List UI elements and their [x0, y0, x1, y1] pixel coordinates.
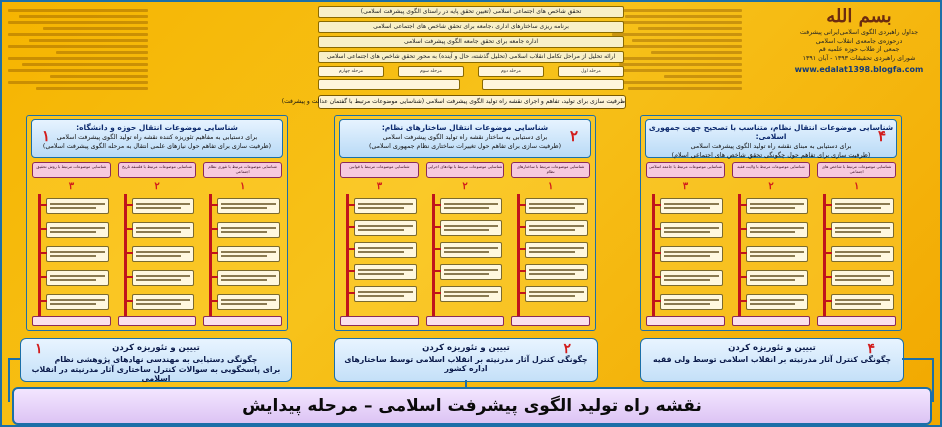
sub-column-number: ۲ — [154, 181, 160, 192]
sub-column-number: ۳ — [376, 181, 383, 192]
footer-banner — [12, 387, 932, 425]
notes-panel-right — [612, 6, 742, 106]
connector-line — [8, 358, 10, 402]
sub-column-footer — [32, 316, 111, 326]
list-item — [831, 222, 894, 238]
outcome-heading: تبیین و تئوریزه کردن — [422, 343, 510, 353]
column-header — [339, 119, 591, 158]
stage-bar — [318, 79, 460, 90]
sub-column-header: شناسایی موضوعات مرتبط با قوانین — [340, 162, 419, 178]
list-item — [132, 198, 195, 214]
list-item — [831, 270, 894, 286]
outcome-box-2 — [334, 338, 598, 382]
outcome-text: برای پاسخگویی به سوالات کنترل ساختاری آثار مدرنیته در انقلاب اسلامی — [31, 365, 281, 383]
list-item — [831, 198, 894, 214]
outcome-text: چگونگی کنترل آثار مدرنیته بر انقلاب اسلامی توسط ولی فقیه — [652, 355, 892, 364]
goal-bar: تحقق شاخص های اجتماعی اسلامی (تعیین تحقق پایه در راستای الگوی پیشرفت اسلامی) — [318, 6, 624, 18]
sub-column-footer — [511, 316, 590, 326]
sub-column — [340, 162, 419, 326]
spine-line — [517, 194, 520, 318]
list-item — [217, 270, 280, 286]
list-item — [354, 264, 417, 280]
list-item — [525, 264, 588, 280]
column-subtitle: برای دستیابی به ساختار نقشه راه تولید الگوی پیشرفت اسلامی — [382, 134, 548, 141]
organization-block — [784, 6, 934, 106]
connector-line — [902, 358, 934, 360]
notes-panel-left — [8, 6, 148, 106]
column-subtitle: برای دستیابی به مبنای نقشه راه تولید الگوی پیشرفت اسلامی — [690, 143, 852, 150]
list-item — [746, 270, 809, 286]
sub-column-header: شناسایی موضوعات مرتبط با روش تحقیق — [32, 162, 111, 178]
outcome-text: چگونگی دستیابی به مهندسی نهادهای پژوهشی نظام — [54, 355, 258, 364]
list-item — [831, 294, 894, 310]
list-item — [525, 198, 588, 214]
stage-bar — [482, 79, 624, 90]
list-item — [132, 294, 195, 310]
sub-column — [511, 162, 590, 326]
sub-column-number: ۲ — [462, 181, 468, 192]
column-subtitle: برای دستیابی به مفاهیم تئوریزه کننده نقشه راه تولید الگوی پیشرفت اسلامی — [56, 134, 258, 141]
column-subtitle: (ظرفیت سازی برای تفاهم حول چگونگی تحقق شاخص های اجتماعی اسلام) — [671, 152, 871, 159]
org-line: درحوزه‌ی جامعه‌ی انقلاب اسلامی — [815, 37, 903, 45]
stage-box: مرحله اول — [558, 66, 624, 77]
goal-bar: برنامه ریزی ساختارهای اداری ،جامعه برای تحقق شاخص های اجتماعی اسلامی — [318, 21, 624, 33]
sub-column-number: ۱ — [547, 181, 554, 192]
sub-column — [646, 162, 725, 326]
sub-column — [426, 162, 505, 326]
list-item — [746, 246, 809, 262]
sub-column-header: شناسایی موضوعات مرتبط با تئوری نظام اجتماعی — [203, 162, 282, 178]
list-item — [354, 198, 417, 214]
list-item — [440, 242, 503, 258]
list-item — [440, 198, 503, 214]
sub-column — [118, 162, 197, 326]
list-item — [354, 242, 417, 258]
spine-line — [432, 194, 435, 318]
sub-column-header: شناسایی موضوعات مرتبط با ساختارهای نظام — [511, 162, 590, 178]
goals-stack — [318, 6, 624, 90]
list-item — [217, 294, 280, 310]
goal-bar: اداره جامعه برای تحقق جامعه الگوی پیشرفت اسلامی — [318, 36, 624, 48]
org-line: جمعی از طلاب حوزه علمیه قم — [818, 46, 900, 53]
column-title: شناسایی موضوعات انتقال نظام، متناسب با تصحیح جهت جمهوری اسلامی: — [648, 123, 894, 141]
column-title: شناسایی موضوعات انتقال حوزه و دانشگاه: — [76, 123, 238, 132]
list-item — [46, 294, 109, 310]
list-item — [525, 220, 588, 236]
list-item — [354, 286, 417, 302]
sub-column — [32, 162, 111, 326]
column-subtitle: (ظرفیت سازی برای تفاهم حول تغییرات ساختاری نظام جمهوری اسلامی) — [368, 143, 562, 150]
outcome-heading: تبیین و تئوریزه کردن — [728, 343, 816, 353]
column-1 — [640, 115, 902, 331]
list-item — [217, 222, 280, 238]
connector-line — [465, 380, 467, 387]
list-item — [660, 270, 723, 286]
list-item — [831, 246, 894, 262]
outcome-box-1 — [640, 338, 904, 382]
sub-column-header: شناسایی موضوعات مرتبط با جامعه اسلامی — [646, 162, 725, 178]
list-item — [46, 270, 109, 286]
stage-box: مرحله سوم — [398, 66, 464, 77]
list-item — [660, 222, 723, 238]
org-line: جداول راهبردی الگوی اسلامی‌ایرانی پیشرفت — [799, 29, 919, 36]
goal-bar: ارائه تحلیل از مراحل تکامل انقلاب اسلامی (تحلیل گذشته، حال و آینده) به محور تحقق شاخص های اجتماعی اسلامی — [318, 51, 624, 63]
column-3 — [26, 115, 288, 331]
list-item — [354, 220, 417, 236]
sub-column-footer — [118, 316, 197, 326]
column-number: ۲ — [569, 127, 578, 145]
strategy-bar: ظرفیت سازی برای تولید، تفاهم و اجرای نقشه راه تولید الگوی پیشرفت اسلامی (شناسایی موضوعات مرتبط با گفتمان عدالت و پیشرفت) — [318, 95, 626, 109]
sub-columns — [32, 162, 282, 326]
sub-column-footer — [817, 316, 896, 326]
list-item — [217, 198, 280, 214]
list-item — [46, 246, 109, 262]
list-item — [525, 242, 588, 258]
sub-column — [203, 162, 282, 326]
spine-line — [346, 194, 349, 318]
list-item — [440, 264, 503, 280]
sub-column-number: ۲ — [768, 181, 774, 192]
sub-column-header: شناسایی موضوعات مرتبط با فلسفه تاریخ — [118, 162, 197, 178]
sub-column-number: ۳ — [68, 181, 75, 192]
outcome-number: ۴ — [867, 341, 875, 357]
connector-line — [932, 358, 934, 402]
outcome-box-3 — [20, 338, 292, 382]
sub-column-header: شناسایی موضوعات مرتبط با شاخص های اجتماعی — [817, 162, 896, 178]
sub-column-footer — [203, 316, 282, 326]
sub-column-footer — [426, 316, 505, 326]
list-item — [46, 222, 109, 238]
column-2 — [334, 115, 596, 331]
sub-column-number: ۱ — [853, 181, 860, 192]
sub-column-footer — [340, 316, 419, 326]
list-item — [746, 294, 809, 310]
connector-line — [8, 358, 20, 360]
list-item — [46, 198, 109, 214]
outcome-number: ۱ — [35, 341, 43, 357]
stage-box: مرحله چهارم — [318, 66, 384, 77]
column-title: شناسایی موضوعات انتقال ساختارهای نظام: — [381, 123, 549, 132]
sub-columns — [340, 162, 590, 326]
list-item — [132, 246, 195, 262]
list-item — [132, 270, 195, 286]
stage-box: مرحله دوم — [478, 66, 544, 77]
sub-column-header: شناسایی موضوعات مرتبط با ولایت فقیه — [732, 162, 811, 178]
list-item — [440, 286, 503, 302]
org-line: شورای راهبردی تحقیقات ۱۳۹۳ - آبان ۱۳۹۱ — [802, 54, 916, 62]
list-item — [440, 220, 503, 236]
logo: بسم الله — [826, 6, 892, 27]
sub-column-footer — [732, 316, 811, 326]
outcome-number: ۲ — [563, 341, 571, 357]
column-header — [31, 119, 283, 158]
website-url[interactable]: www.edalat1398.blogfa.com — [794, 65, 924, 74]
sub-column-number: ۱ — [239, 181, 246, 192]
column-number: ۴ — [877, 127, 886, 145]
list-item — [525, 286, 588, 302]
stage-row — [318, 66, 624, 77]
column-number: ۱ — [42, 127, 51, 145]
outcome-heading: تبیین و تئوریزه کردن — [112, 343, 200, 353]
sub-column — [817, 162, 896, 326]
sub-column-number: ۳ — [682, 181, 689, 192]
sub-columns — [646, 162, 896, 326]
list-item — [132, 222, 195, 238]
list-item — [746, 222, 809, 238]
list-item — [660, 294, 723, 310]
list-item — [660, 246, 723, 262]
footer-title: نقشه راه تولید الگوی پیشرفت اسلامی – مرحله پیدایش — [242, 396, 702, 416]
column-subtitle: (ظرفیت سازی برای تفاهم حول نیازهای علمی انتقال به مرحله الگوی پیشرفت اسلامی) — [42, 143, 272, 150]
list-item — [217, 246, 280, 262]
sub-column-footer — [646, 316, 725, 326]
list-item — [660, 198, 723, 214]
sub-column — [732, 162, 811, 326]
stage-row — [318, 79, 624, 90]
outcome-text: چگونگی کنترل آثار مدرنیته بر انقلاب اسلامی توسط ساختارهای اداره کشور — [344, 355, 588, 373]
column-header — [645, 119, 897, 158]
list-item — [746, 198, 809, 214]
sub-column-header: شناسایی موضوعات مرتبط با نهادهای اجرایی — [426, 162, 505, 178]
